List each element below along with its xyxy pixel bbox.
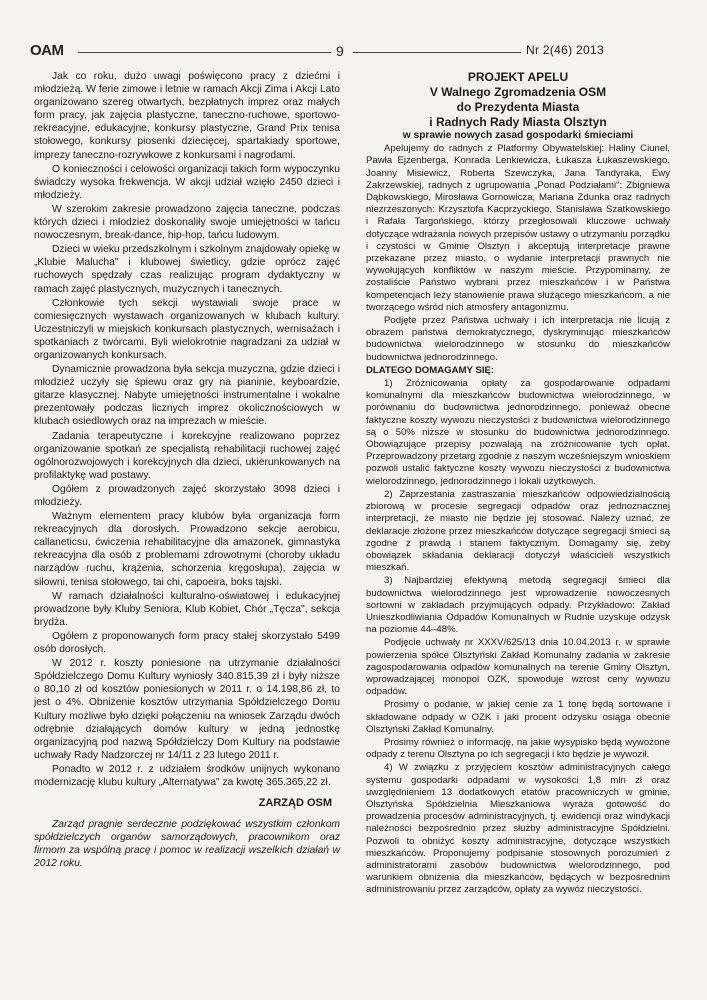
paragraph: Zadania terapeutyczne i korekcyjne realizowano poprzez organizowanie spotkań ze specjalistą rehabilitacji ruchowej zajęć ogólnorozwojowych i korekcyjnych dla dzieci, ukierunkowanych na profilaktykę wad postawy. [34, 430, 340, 481]
paragraph: W 2012 r. koszty poniesione na utrzymanie działalności Spółdzielczego Domu Kultury wyniosły 340.815,39 zł i były niższe o 80,10 zł od kosztów poniesionych w 2011 r. o 14.198,86 zł, to jest o 4%. Obniżenie kosztów utrzymania Spółdzielczego Domu Kultury możliwe było dzięki połączeniu na wniosek Zarządu dwóch odrębnie działających domów kultury w jedną jednostkę organizacyjną pod nazwą Spółdzielczy Dom Kultury na podstawie uchwały Rady Nadzorczej nr 14/11 z 23 lutego 2011 r. [34, 658, 340, 761]
demands-heading: DLATEGO DOMAGAMY SIĘ: [366, 364, 495, 376]
magazine-logo: OAM [30, 42, 64, 59]
paragraph: W szerokim zakresie prowadzono zajęcia taneczne, podczas których dzieci i młodzież doskonaliły swoje umiejętności w tańcu nowoczesnym, break-dance, hip-hop, tańcu ludowym. [34, 203, 340, 242]
paragraph: Podjęcie uchwały nr XXXV/625/13 dnia 10.04.2013 r. w sprawie powierzenia spółce Olsztyński Zakład Komunalny zadania w zakresie zagospodarowania odpadów komunalnych na terenie Gminy Olsztyn, wprowadzającej monopol OZK, spowoduje wzrost ceny wywozu odpadów. [366, 637, 670, 698]
thanks-note: Zarząd pragnie serdecznie podziękować wszystkim członkom spółdzielczych organów samorządowych, pracownikom oraz firmom za wspólną pracę i pomoc w realizacji wszelkich działań w 2012 roku. [34, 819, 340, 870]
right-column [366, 70, 670, 898]
left-column [34, 70, 340, 872]
paragraph: W ramach działalności kulturalno-oświatowej i edukacyjnej prowadzone były Kluby Seniora, Klub Kobiet, Chór „Tęcza", sekcja brydża. [34, 590, 340, 628]
paragraph: Członkowie tych sekcji wystawiali swoje prace w comiesięcznych wystawach organizowanych w klubach kultury. Uczestniczyli w miejskich konkursach plastycznych, wernisażach i spotkaniach z twórcami. Byli wielokrotnie nagradzani za udział w organizowanych konkursach. [34, 297, 340, 361]
paragraph: Ponadto w 2012 r. z udziałem środków unijnych wykonano modernizację klubu kultury „Alternatywa" za kwotę 365.365,22 zł. [34, 763, 340, 788]
paragraph: Ważnym elementem pracy klubów była organizacja form rekreacyjnych dla dorosłych. Prowadzono sekcje aerobicu, callaneticsu, ćwiczenia rehabilitacyjne dla amazonek, gimnastyka rekreacyjna dla osób z problemami zdrowotnymi (choroby układu narządów ruchu, krążenia, schorzenia kręgosłupa), zajęcia w siłowni, tenisa stołowego, tai chi, capoeira, boks tajski. [34, 511, 340, 588]
board-signature: ZARZĄD OSM [258, 797, 332, 810]
header-rule-right [353, 52, 521, 53]
appeal-title-line: i Radnych Rady Miasta Olsztyn [429, 115, 607, 129]
paragraph: Ogółem z prowadzonych zajęć skorzystało 3098 dzieci i młodzieży. [34, 483, 340, 508]
paragraph: Dzieci w wieku przedszkolnym i szkolnym znajdowały opiekę w „Klubie Malucha" i klubowej świetlicy, gdzie oprócz zajęć ruchowych spędzały czas realizując program dydaktyczny w ramach zajęć plastycznych, muzycznych i tanecznych. [34, 244, 340, 295]
paragraph: O konieczności i celowości organizacji takich form wypoczynku świadczy wysoka frekwencja. W akcji udział wzięło 2450 dzieci i młodzieży. [34, 163, 340, 201]
page-number: 9 [336, 43, 344, 59]
paragraph: 3) Najbardziej efektywną metodą segregacji śmieci dla budownictwa wielorodzinnego jest wprowadzenie nowoczesnych sortowni w zakładach przyjmujących odpady. Przykładowo: Zakład Unieszkodliwiania Odpadów Komunalnych w Rudnie uzyskuje odzysk na poziomie 44–48%. [366, 575, 670, 636]
appeal-title-line: V Walnego Zgromadzenia OSM [429, 85, 607, 99]
header-rule-left [78, 52, 331, 53]
appeal-title-line: do Prezydenta Miasta [456, 100, 580, 114]
paragraph: Apelujemy do radnych z Platformy Obywatelskiej: Haliny Ciunel, Pawła Ejzenberga, Konrada Lenkiewicza, Łukasza Łukaszewskiego, Joanny Misiewicz, Roberta Szewczyka, Jana Tandyraka, Ewy Zakrzewskiej, radnych z ugrupowania „Ponad Podziałami": Zbigniewa Dąbkowskiego, Mirosława Gornowicza, Mariana Zdunka oraz radnych niezrzeszonych: Krzysztofa Kacprzyckiego, Stanisława Szatkowskiego i Rafała Targońskiego, którzy przegłosowali kluczowe uchwały dotyczące wdrażania nowych przepisów ustawy o utrzymaniu porządku i czystości w Gminie Olsztyn i akceptują interpretacje prawne przekazane przez miasto, o wydanie interpretacji prawnych nie wywołujących konfliktów w naszym mieście. Przypominamy, że zostaliście Państwo wybrani przez mieszkańców i w Państwa kompetencjach leży stanowienie prawa służącego mieszkańcom, a nie tworzącego wśród nich atmosfery antagonizmu. [366, 143, 670, 313]
paragraph: Dynamicznie prowadzona była sekcja muzyczna, gdzie dzieci i młodzież uczyły się śpiewu oraz gry na pianinie, keyboardzie, gitarze klasycznej. Nabyte umiejętności instrumentalne i wokalne prezentowały podczas licznych imprez okolicznościowych w klubach osiedlowych oraz na imprezach w mieście. [34, 364, 340, 428]
paragraph: 2) Zaprzestania zastraszania mieszkańców odpowiedzialnością zbiorową w procesie segregacji odpadów oraz jednoznacznej interpretacji, że miasto nie będzie jej stosować. Należy uznać, że deklaracje złożone przez mieszkańców dotyczące segregacji śmieci są zgodne z prawdą i stanem faktycznym. Domagamy się, żeby obowiązek składania deklaracji dotyczył właścicieli wszystkich mieszkań. [366, 488, 670, 574]
paragraph: Prosimy również o informację, na jakie wysypisko będą wywożone odpady z terenu Olsztyna po ich segregacji i kto będzie je wywoził. [366, 736, 670, 761]
paragraph: Podjęte przez Państwa uchwały i ich interpretacja nie licują z obrazem państwa demokratycznego, dyskryminując mieszkańców budownictwa wielorodzinnego w stosunku do mieszkańców budownictwa jednorodzinnego. [366, 315, 670, 363]
paragraph: Prosimy o podanie, w jakiej cenie za 1 tonę będą sortowane i składowane odpady w OZK i jaki procent odzysku osiąga obecnie Olsztyński Zakład Komunalny. [366, 699, 670, 735]
paragraph: Ogółem z proponowanych form pracy stałej skorzystało 5499 osób dorosłych. [34, 630, 340, 656]
paragraph: 1) Zróżnicowania opłaty za gospodarowanie odpadami komunalnymi dla mieszkańców budownictwa wielorodzinnego, w porównaniu do budownictwa jednorodzinnego, ponieważ obecne faktyczne koszty wywozu nieczystości z budownictwa wielorodzinnego są o 50% niższe w stosunku do budownictwa jednorodzinnego. Obowiązujące przepisy pozwalają na zróżnicowanie tych opłat. Przeprowadzony przetarg zgodnie z naszym wcześniejszym wnioskiem pozwoli ustalić faktyczne koszty wywozu nieczystości z budownictwa wielorodzinnego, jednorodzinnego i lokali użytkowych. [366, 378, 670, 487]
issue-number: Nr 2(46) 2013 [526, 43, 604, 57]
appeal-title-line: PROJEKT APELU [467, 70, 569, 84]
paragraph: 4) W związku z przyjęciem kosztów administracyjnych całego systemu gospodarki odpadami w wysokości 1,8 mln zł oraz uwzględnieniem 13 dodatkowych etatów pracowniczych w gminie, Olsztyńska Spółdzielnia Mieszkaniowa wyraża gotowość do prowadzenia procesów administracyjnych, tj. ewidencji oraz windykacji należności bezpośrednio przez służby administracyjne Spółdzielni. Pozwoli to obniżyć koszty administracyjne, dotyczące wszystkich mieszkańców. Proponujemy podpisanie stosownych porozumień z administratorami zasobów budownictwa wielorodzinnego, pod warunkiem obniżenia dla mieszkańców, będących w bezpośrednim administrowaniu przez zarządców, opłaty za wywóz nieczystości. [366, 762, 670, 896]
paragraph: Jak co roku, dużo uwagi poświęcono pracy z dziećmi i młodzieżą. W ferie zimowe i letnie w ramach Akcji Zima i Akcji Lato organizowano szereg otwartych, bezpłatnych imprez oraz małych form pracy, jak zajęcia plastyczne, taneczno-ruchowe, sportowo-rekreacyjne, edukacyjne, konkursy plastyczne, Grand Prix tenisa stołowego, konkursy piosenki dziecięcej, spartakiady sportowe, imprezy taneczno-rozrywkowe z konkursami i nagrodami. [34, 71, 340, 161]
appeal-subtitle: w sprawie nowych zasad gospodarki śmieciami [402, 130, 634, 141]
